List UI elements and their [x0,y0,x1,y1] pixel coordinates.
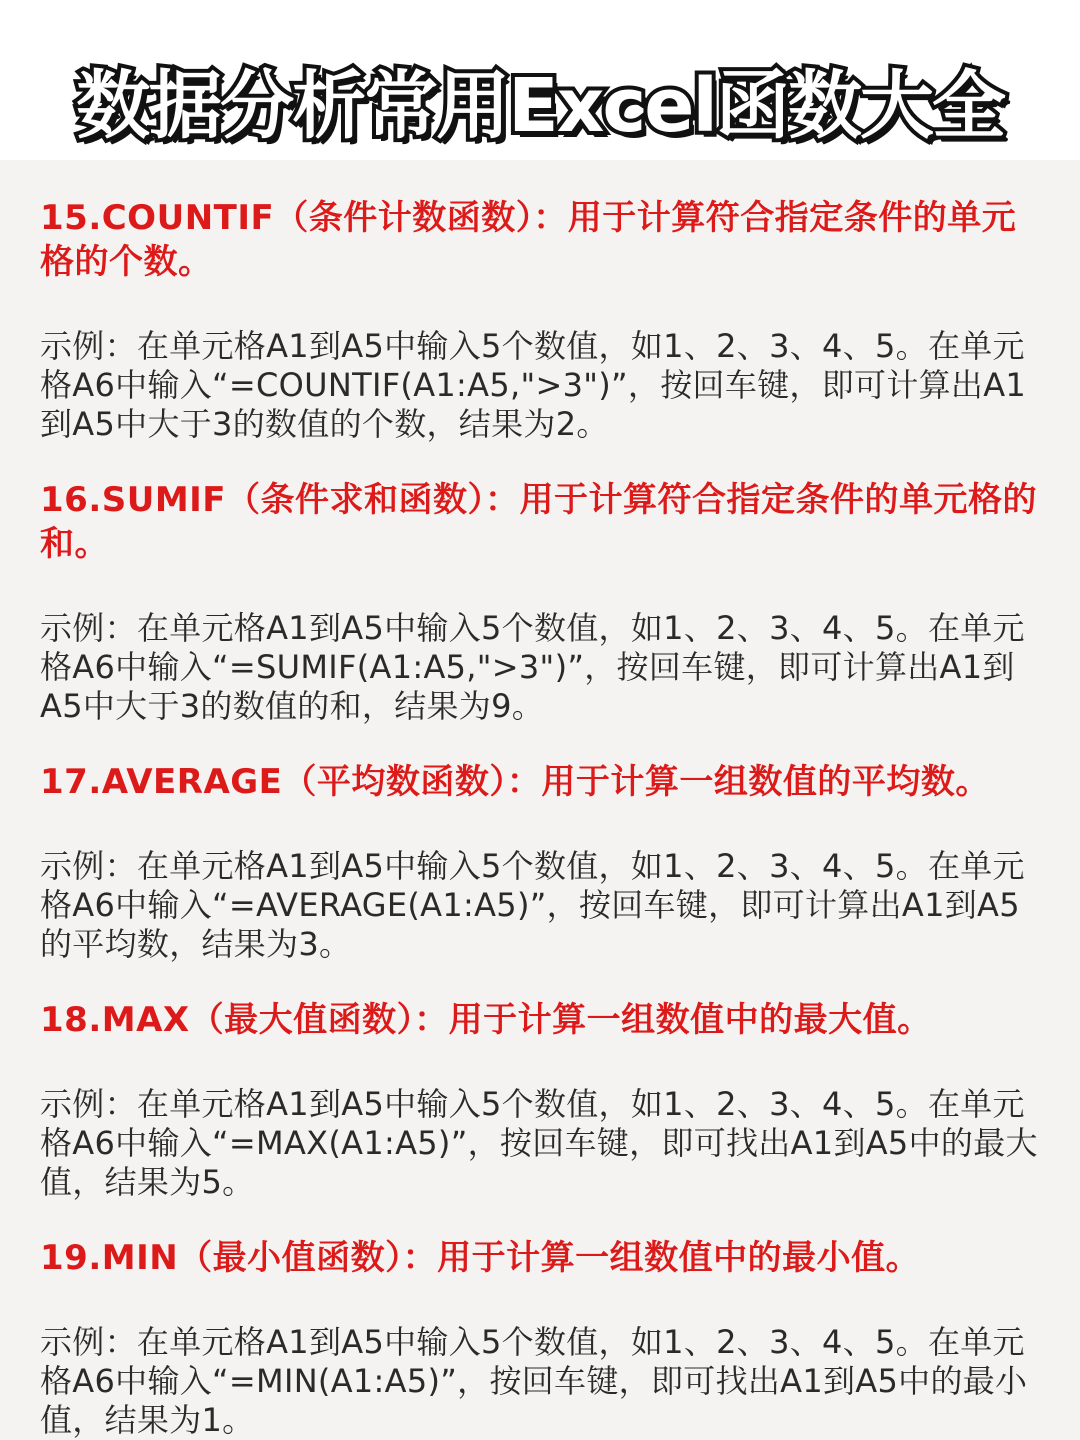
section-heading: 15.COUNTIF（条件计数函数）：用于计算符合指定条件的单元格的个数。 [40,198,1017,282]
section-example: 示例：在单元格A1到A5中输入5个数值，如1、2、3、4、5。在单元格A6中输入“=AVERAGE(A1:A5)”，按回车键，即可计算出A1到A5的平均数，结果为3。 [40,847,1025,963]
section-max [40,998,1050,1202]
section-min [40,1236,1050,1440]
section-countif [40,196,1050,444]
section-heading: 19.MIN（最小值函数）：用于计算一组数值中的最小值。 [40,1238,921,1278]
section-example: 示例：在单元格A1到A5中输入5个数值，如1、2、3、4、5。在单元格A6中输入“=MIN(A1:A5)”，按回车键，即可找出A1到A5中的最小值，结果为1。 [40,1323,1028,1439]
section-average [40,760,1050,964]
section-sumif [40,478,1050,726]
section-example: 示例：在单元格A1到A5中输入5个数值，如1、2、3、4、5。在单元格A6中输入“=MAX(A1:A5)”，按回车键，即可找出A1到A5中的最大值，结果为5。 [40,1085,1038,1201]
article-body [40,196,1050,1440]
section-example: 示例：在单元格A1到A5中输入5个数值，如1、2、3、4、5。在单元格A6中输入“=COUNTIF(A1:A5,">3")”，按回车键，即可计算出A1到A5中大于3的数值的个数，结果为2。 [40,327,1027,443]
section-example: 示例：在单元格A1到A5中输入5个数值，如1、2、3、4、5。在单元格A6中输入“=SUMIF(A1:A5,">3")”，按回车键，即可计算出A1到A5中大于3的数值的和，结果为9。 [40,609,1025,725]
section-heading: 16.SUMIF（条件求和函数）：用于计算符合指定条件的单元格的和。 [40,480,1038,564]
section-heading: 18.MAX（最大值函数）：用于计算一组数值中的最大值。 [40,1000,932,1040]
section-heading: 17.AVERAGE（平均数函数）：用于计算一组数值的平均数。 [40,762,990,802]
page-title: 数据分析常用Excel函数大全 [76,63,1004,149]
